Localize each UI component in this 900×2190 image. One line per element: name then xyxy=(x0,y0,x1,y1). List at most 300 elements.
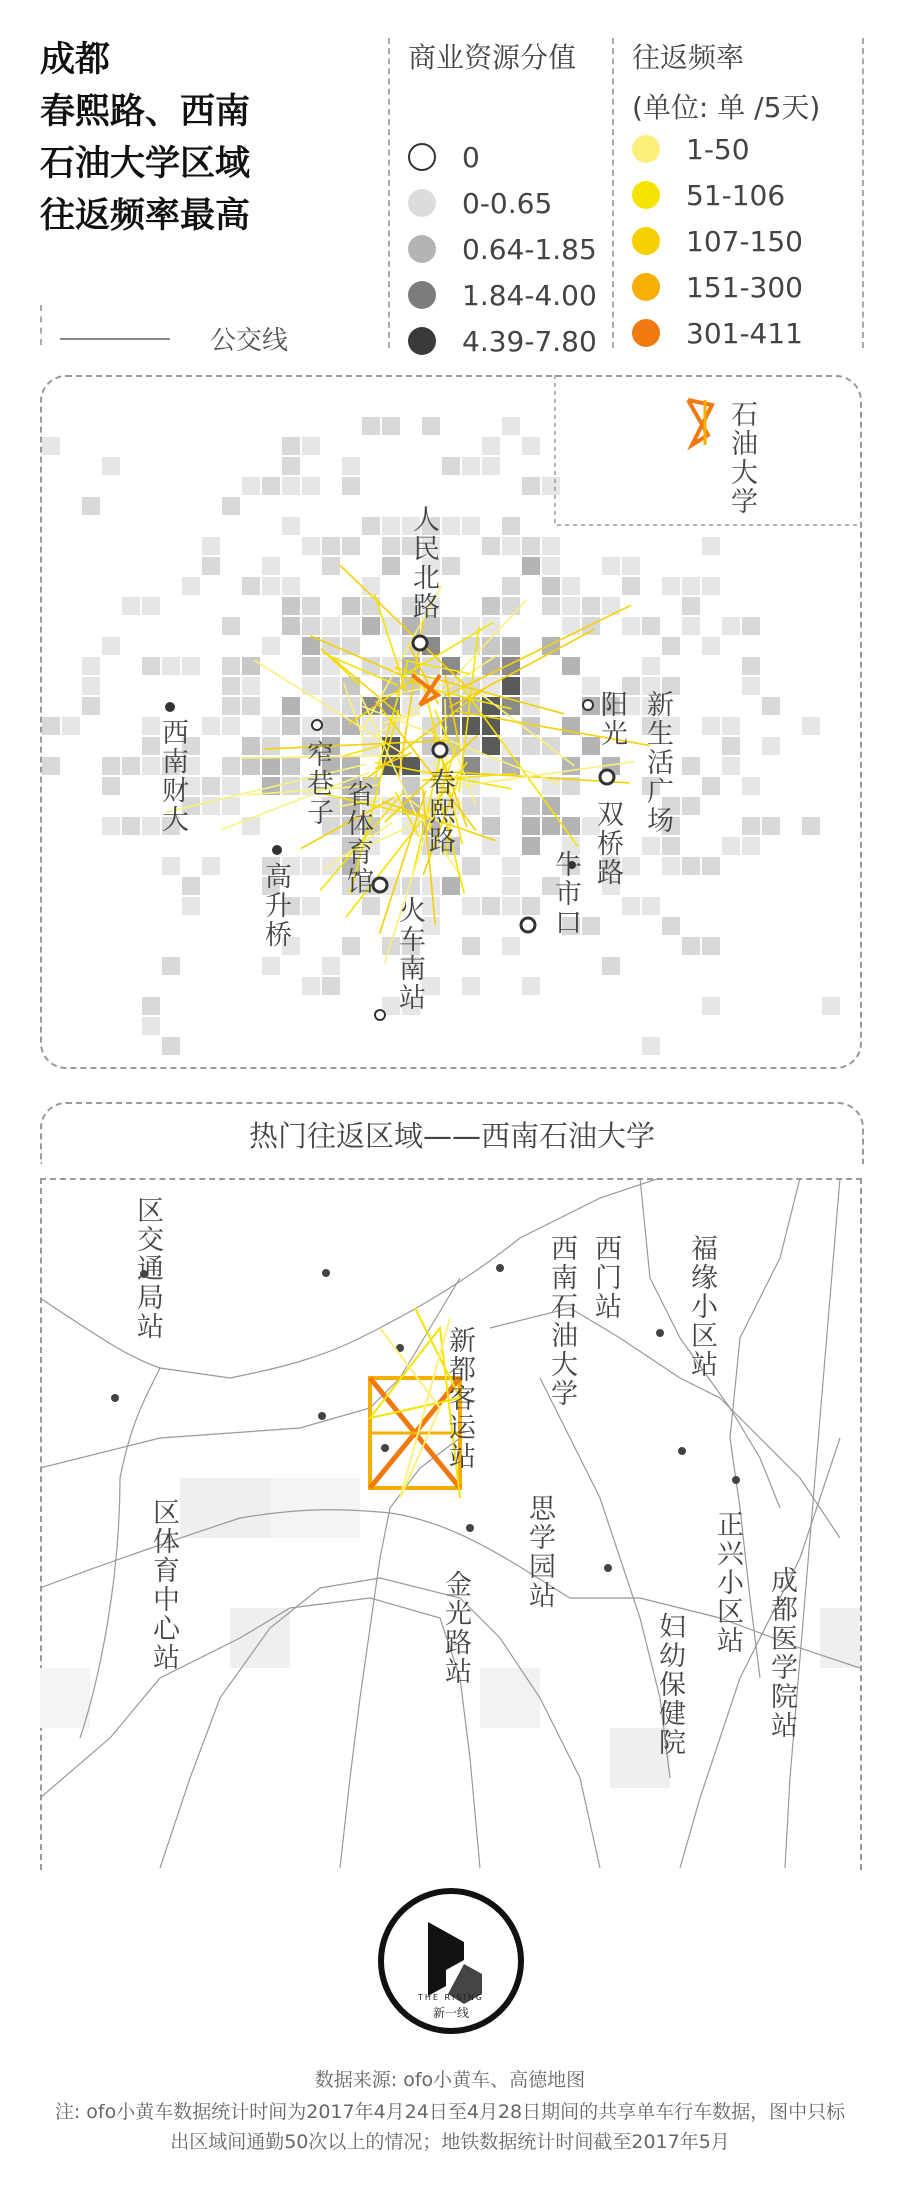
grid-cell xyxy=(342,537,360,555)
grid-cell xyxy=(42,757,60,775)
grid-cell xyxy=(82,657,100,675)
grid-cell xyxy=(502,417,520,435)
title-line: 石油大学区域 xyxy=(40,144,251,184)
grid-cell xyxy=(382,537,400,555)
station-dot xyxy=(312,720,322,730)
grid-cell xyxy=(242,657,260,675)
legend-item: 151-300 xyxy=(632,264,820,310)
grid-cell xyxy=(102,757,120,775)
legend-item: 1.84-4.00 xyxy=(408,272,597,318)
grid-cell xyxy=(762,817,780,835)
station-dot xyxy=(600,770,614,784)
grid-cell xyxy=(222,697,240,715)
grid-cell xyxy=(802,817,820,835)
grid-cell xyxy=(482,457,500,475)
grid-cell xyxy=(102,817,120,835)
grid-cell xyxy=(262,637,280,655)
grid-cell xyxy=(302,537,320,555)
grid-cell xyxy=(282,717,300,735)
grid-cell xyxy=(342,637,360,655)
grid-cell xyxy=(482,797,500,815)
grid-cell xyxy=(702,997,720,1015)
grid-cell xyxy=(442,617,460,635)
note-line-1: 注: ofo小黄车数据统计时间为2017年4月24日至4月28日期间的共享单车行车数据，图中只标 xyxy=(54,2101,846,2123)
grid-cell xyxy=(242,577,260,595)
map-label-fuyoubaojian: 妇幼保健院 xyxy=(654,1612,685,1757)
grid-cell xyxy=(482,737,500,755)
grid-cell xyxy=(282,577,300,595)
grid-cell xyxy=(302,617,320,635)
grid-cell xyxy=(302,597,320,615)
divider xyxy=(388,38,390,348)
grid-cell xyxy=(682,937,700,955)
divider xyxy=(612,38,614,348)
grid-cell xyxy=(222,617,240,635)
grid-cell xyxy=(522,537,540,555)
grid-cell xyxy=(162,657,180,675)
resource-block xyxy=(270,1478,360,1538)
map-label-huochenanzhan: 火车南站 xyxy=(394,896,425,1012)
legend-dot xyxy=(632,227,660,255)
grid-cell xyxy=(422,717,440,735)
grid-cell xyxy=(142,597,160,615)
note-line-2: 出区域间通勤50次以上的情况；地铁数据统计时间截至2017年5月 xyxy=(170,2131,730,2153)
grid-cell xyxy=(462,937,480,955)
legend-frequency-unit: (单位: 单 /5天) xyxy=(632,91,821,124)
grid-cell xyxy=(322,717,340,735)
grid-cell xyxy=(722,717,740,735)
map-label-shuangqiaolu: 双桥路 xyxy=(592,800,623,887)
grid-cell xyxy=(562,577,580,595)
grid-cell xyxy=(302,897,320,915)
hot-area-banner xyxy=(40,1102,864,1164)
map-label-jinguanglu: 金光路站 xyxy=(440,1570,471,1686)
grid-cell xyxy=(522,797,540,815)
grid-cell xyxy=(642,1037,660,1055)
grid-cell xyxy=(502,537,520,555)
legend-resource-heading: 商业资源分值 xyxy=(408,41,577,74)
grid-cell xyxy=(542,577,560,595)
grid-cell xyxy=(262,957,280,975)
grid-cell xyxy=(522,897,540,915)
grid-cell xyxy=(242,477,260,495)
grid-cell xyxy=(162,957,180,975)
grid-cell xyxy=(462,977,480,995)
grid-cell xyxy=(222,717,240,735)
grid-cell xyxy=(362,417,380,435)
grid-cell xyxy=(662,577,680,595)
grid-cell xyxy=(502,577,520,595)
grid-cell xyxy=(242,817,260,835)
grid-cell xyxy=(482,597,500,615)
logo xyxy=(378,1888,524,2034)
grid-cell xyxy=(742,817,760,835)
station-dot xyxy=(272,845,282,855)
grid-cell xyxy=(222,797,240,815)
grid-cell xyxy=(682,577,700,595)
grid-cell xyxy=(462,797,480,815)
grid-cell xyxy=(242,697,260,715)
grid-cell xyxy=(442,877,460,895)
grid-cell xyxy=(102,637,120,655)
grid-cell xyxy=(142,657,160,675)
grid-cell xyxy=(622,557,640,575)
resource-block xyxy=(480,1668,540,1728)
stop-dot xyxy=(496,1264,504,1272)
bus-line xyxy=(785,1178,840,1868)
grid-cell xyxy=(822,997,840,1015)
bus-line-legend xyxy=(60,320,288,357)
grid-cell xyxy=(382,417,400,435)
grid-cell xyxy=(502,877,520,895)
grid-cell xyxy=(542,817,560,835)
grid-cell xyxy=(462,717,480,735)
grid-cell xyxy=(702,577,720,595)
grid-cell xyxy=(242,737,260,755)
legend-item: 4.39-7.80 xyxy=(408,318,597,364)
grid-cell xyxy=(262,757,280,775)
grid-cell xyxy=(482,537,500,555)
logo-brand-cn: 新一线 xyxy=(432,2006,469,2020)
legend-dot xyxy=(408,143,436,171)
map-label-renminbeilu: 人民北路 xyxy=(408,505,439,621)
grid-cell xyxy=(202,857,220,875)
legend-item: 0 xyxy=(408,134,597,180)
grid-cell xyxy=(282,617,300,635)
grid-cell xyxy=(502,857,520,875)
grid-cell xyxy=(542,777,560,795)
grid-cell xyxy=(322,977,340,995)
map-label-chunxilu: 春熙路 xyxy=(424,768,455,855)
grid-cell xyxy=(542,557,560,575)
resource-block xyxy=(820,1608,860,1668)
map-label-gaoshengqiao: 高升桥 xyxy=(260,862,291,949)
station-dot xyxy=(521,918,535,932)
map-label-xinshenghuo: 新生活广场 xyxy=(642,690,673,835)
grid-cell xyxy=(402,757,420,775)
title-line: 春熙路、西南 xyxy=(40,92,251,132)
grid-cell xyxy=(502,597,520,615)
map-label-fuyuan: 福缘小区站 xyxy=(686,1234,717,1379)
grid-cell xyxy=(342,457,360,475)
grid-cell xyxy=(442,517,460,535)
legend-dot xyxy=(408,327,436,355)
grid-cell xyxy=(162,1037,180,1055)
grid-cell xyxy=(122,597,140,615)
grid-cell xyxy=(142,1017,160,1035)
grid-cell xyxy=(202,777,220,795)
legend-item: 1-50 xyxy=(632,126,820,172)
grid-cell xyxy=(202,557,220,575)
grid-cell xyxy=(622,617,640,635)
grid-cell xyxy=(342,937,360,955)
grid-cell xyxy=(282,457,300,475)
legend-item: 0.64-1.85 xyxy=(408,226,597,272)
grid-cell xyxy=(302,437,320,455)
grid-cell xyxy=(362,597,380,615)
grid-cell xyxy=(562,757,580,775)
bus-line-legend-label: 公交线 xyxy=(210,326,289,356)
station-dot xyxy=(413,636,427,650)
grid-cell xyxy=(682,597,700,615)
map-label-tiyuzhongxin: 区体育中心站 xyxy=(148,1498,179,1672)
grid-cell xyxy=(202,537,220,555)
grid-cell xyxy=(542,597,560,615)
grid-cell xyxy=(622,897,640,915)
grid-cell xyxy=(142,997,160,1015)
map-label-sixueyuan: 思学园站 xyxy=(524,1494,555,1610)
grid-cell xyxy=(302,637,320,655)
logo-brand-en: THE RISING xyxy=(417,1993,485,2002)
grid-cell xyxy=(442,557,460,575)
grid-cell xyxy=(742,617,760,635)
grid-cell xyxy=(522,557,540,575)
grid-cell xyxy=(362,577,380,595)
grid-cell xyxy=(502,637,520,655)
inset-trip-line xyxy=(688,400,712,445)
grid-cell xyxy=(122,757,140,775)
grid-cell xyxy=(382,517,400,535)
grid-cell xyxy=(722,757,740,775)
stop-dot xyxy=(322,1269,330,1277)
map-label-shengtiyuguan: 省体育馆 xyxy=(342,780,373,896)
grid-cell xyxy=(482,817,500,835)
grid-cell xyxy=(702,537,720,555)
grid-cell xyxy=(282,477,300,495)
grid-cell xyxy=(62,717,80,735)
grid-cell xyxy=(722,617,740,635)
grid-cell xyxy=(682,797,700,815)
grid-cell xyxy=(162,857,180,875)
grid-cell xyxy=(322,617,340,635)
grid-cell xyxy=(522,737,540,755)
grid-cell xyxy=(462,897,480,915)
map-label-niushikou: 牛市口 xyxy=(550,850,581,937)
data-source: 数据来源: ofo小黄车、高德地图 xyxy=(314,2069,586,2091)
grid-cell xyxy=(722,737,740,755)
grid-cell xyxy=(302,977,320,995)
legend-item: 51-106 xyxy=(632,172,820,218)
grid-cell xyxy=(542,537,560,555)
grid-cell xyxy=(342,597,360,615)
grid-cell xyxy=(442,457,460,475)
legend-dot xyxy=(632,273,660,301)
divider xyxy=(40,305,42,345)
legend-dot xyxy=(408,281,436,309)
grid-cell xyxy=(522,837,540,855)
grid-cell xyxy=(682,757,700,775)
grid-cell xyxy=(502,757,520,775)
inset-trip xyxy=(688,400,712,445)
grid-cell xyxy=(802,717,820,735)
stop-dot xyxy=(604,1564,612,1572)
grid-cell xyxy=(322,537,340,555)
station-dot xyxy=(165,702,175,712)
grid-cell xyxy=(502,677,520,695)
stop-dot xyxy=(732,1476,740,1484)
grid-cell xyxy=(102,777,120,795)
stop-dot xyxy=(678,1447,686,1455)
grid-cell xyxy=(382,557,400,575)
grid-cell xyxy=(762,737,780,755)
grid-cell xyxy=(662,837,680,855)
grid-cell xyxy=(462,457,480,475)
grid-cell xyxy=(522,437,540,455)
grid-cell xyxy=(362,897,380,915)
grid-cell xyxy=(582,617,600,635)
map-label-xinanshiyou: 西南石油大学 xyxy=(546,1234,577,1408)
grid-cell xyxy=(642,657,660,675)
grid-cell xyxy=(522,977,540,995)
grid-cell xyxy=(682,857,700,875)
trip-line xyxy=(265,740,449,749)
resource-block xyxy=(40,1668,90,1728)
grid-cell xyxy=(762,697,780,715)
grid-cell xyxy=(282,517,300,535)
grid-cell xyxy=(722,837,740,855)
grid-cell xyxy=(182,577,200,595)
map-label-xinancaida: 西南财大 xyxy=(157,718,188,834)
grid-cell xyxy=(202,717,220,735)
grid-cell xyxy=(262,717,280,735)
stop-dot xyxy=(466,1524,474,1532)
grid-cell xyxy=(582,597,600,615)
grid-cell xyxy=(702,857,720,875)
resource-block xyxy=(180,1478,270,1538)
grid-cell xyxy=(602,957,620,975)
grid-cell xyxy=(362,617,380,635)
grid-cell xyxy=(562,597,580,615)
grid-cell xyxy=(522,817,540,835)
grid-cell xyxy=(622,577,640,595)
station-dot xyxy=(433,743,447,757)
grid-cell xyxy=(302,857,320,875)
grid-cell xyxy=(502,937,520,955)
grid-cell xyxy=(242,677,260,695)
grid-cell xyxy=(282,697,300,715)
legend-dot xyxy=(408,189,436,217)
grid-cell xyxy=(342,477,360,495)
grid-cell xyxy=(422,417,440,435)
grid-cell xyxy=(82,497,100,515)
grid-cell xyxy=(662,637,680,655)
grid-cell xyxy=(702,717,720,735)
divider xyxy=(862,38,864,348)
grid-cell xyxy=(42,717,60,735)
stop-dot xyxy=(656,1329,664,1337)
grid-cell xyxy=(742,777,760,795)
grid-cell xyxy=(562,657,580,675)
legend-dot xyxy=(632,135,660,163)
grid-cell xyxy=(702,637,720,655)
grid-cell xyxy=(262,737,280,755)
map-label-jiaotongju: 区交通局站 xyxy=(132,1196,163,1341)
grid-cell xyxy=(502,517,520,535)
map-label-zhengxing: 正兴小区站 xyxy=(712,1510,743,1655)
grid-cell xyxy=(742,677,760,695)
grid-cell xyxy=(182,877,200,895)
banner-text: 热门往返区域——西南石油大学 xyxy=(248,1119,655,1153)
grid-cell xyxy=(282,597,300,615)
page-title xyxy=(40,34,250,242)
grid-cell xyxy=(182,657,200,675)
title-line: 成都 xyxy=(40,40,111,80)
grid-cell xyxy=(342,617,360,635)
inset-box xyxy=(555,375,858,525)
grid-cell xyxy=(662,857,680,875)
legend-dot xyxy=(632,181,660,209)
grid-cell xyxy=(502,897,520,915)
grid-cell xyxy=(642,897,660,915)
legend-frequency xyxy=(632,36,820,356)
map-label-shiyou: 石油大学 xyxy=(726,400,757,516)
map-label-xindukeyun: 新都客运站 xyxy=(444,1326,475,1471)
bus-line xyxy=(40,1278,460,1468)
grid-cell xyxy=(42,437,60,455)
grid-cell xyxy=(682,617,700,635)
grid-cell xyxy=(542,477,560,495)
stop-dot xyxy=(318,1412,326,1420)
grid-cell xyxy=(222,777,240,795)
title-line: 往返频率最高 xyxy=(40,196,251,236)
grid-cell xyxy=(562,817,580,835)
grid-cell xyxy=(742,837,760,855)
grid-cell xyxy=(742,657,760,675)
grid-cell xyxy=(462,517,480,535)
grid-cell xyxy=(262,577,280,595)
legend-dot xyxy=(632,319,660,347)
grid-cell xyxy=(702,777,720,795)
grid-cell xyxy=(322,957,340,975)
grid-cell xyxy=(82,677,100,695)
grid-cell xyxy=(222,657,240,675)
grid-cell xyxy=(702,937,720,955)
grid-cell xyxy=(302,477,320,495)
grid-cell xyxy=(482,437,500,455)
grid-cell xyxy=(482,897,500,915)
map-label-zhaixiangzi: 窄巷子 xyxy=(302,740,333,827)
bus-line-swatch xyxy=(60,338,170,340)
station-dot xyxy=(375,1010,385,1020)
grid-cell xyxy=(602,557,620,575)
grid-cell xyxy=(322,677,340,695)
grid-cell xyxy=(362,517,380,535)
map-label-ximen: 西门站 xyxy=(590,1234,621,1321)
map-label-yixueyuan: 成都医学院站 xyxy=(766,1566,797,1740)
grid-cell xyxy=(262,477,280,495)
grid-cell xyxy=(262,557,280,575)
legend-item: 0-0.65 xyxy=(408,180,597,226)
grid-cell xyxy=(522,477,540,495)
grid-cell xyxy=(322,557,340,575)
grid-cell xyxy=(642,837,660,855)
grid-cell xyxy=(242,757,260,775)
grid-cell xyxy=(302,657,320,675)
grid-cell xyxy=(222,497,240,515)
grid-cell xyxy=(182,897,200,915)
stop-dot xyxy=(381,1444,389,1452)
grid-cell xyxy=(222,677,240,695)
grid-cell xyxy=(102,457,120,475)
legend-resource xyxy=(408,36,597,364)
grid-cell xyxy=(662,917,680,935)
grid-cell xyxy=(222,757,240,775)
legend-item: 107-150 xyxy=(632,218,820,264)
grid-cell xyxy=(282,437,300,455)
grid-cell xyxy=(82,697,100,715)
grid-cell xyxy=(122,817,140,835)
stop-dot xyxy=(111,1394,119,1402)
